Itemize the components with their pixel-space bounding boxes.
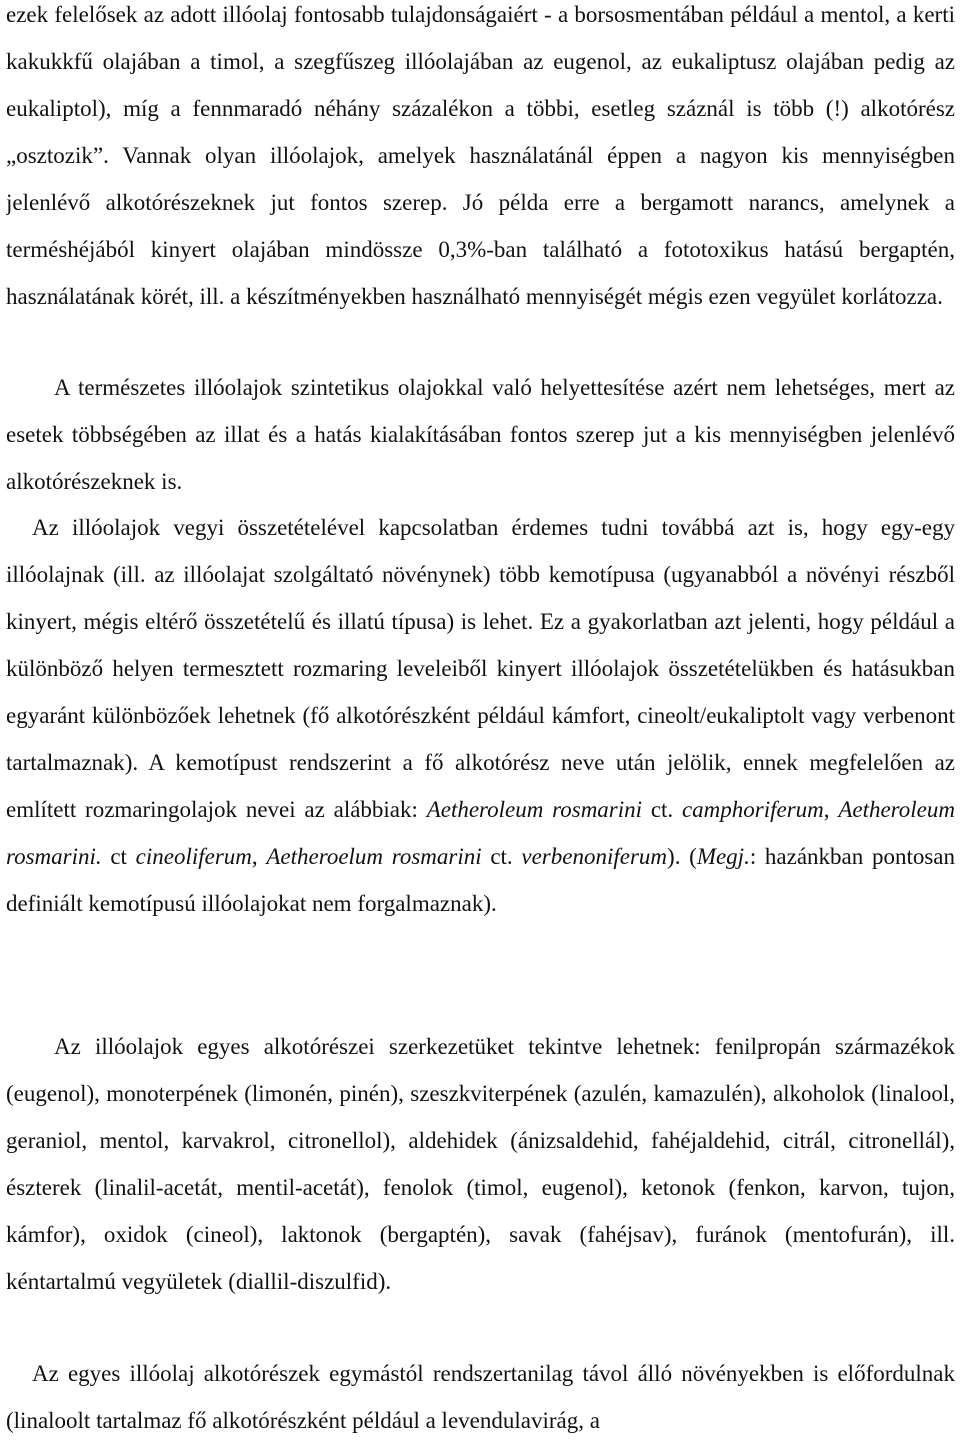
chemotype-name: camphoriferum <box>681 797 824 822</box>
paragraph-chemical-components <box>6 0 955 320</box>
document-page <box>6 0 955 1440</box>
paragraph-text: Az illóolajok vegyi összetételével kapcsolatban érdemes tudni továbbá azt is, hogy egy-egy illóolajnak (ill. az illóolajat szolgáltató növénynek) több kemotípusa (ugyanabból a növényi részből kinyert, mégis eltérő összetételű és illatú típusa) is lehet. Ez a gyakorlatban azt jelenti, hogy például a különböző helyen termesztett rozmaring leveleiből kinyert illóolajok összetételükben és hatásukban egyaránt különbözőek lehetnek (fő alkotórészként például kámfort, cineolt/eukaliptolt vagy verbenont tartalmaznak). A kemotípust rendszerint a fő alkotórész neve után jelölik, ennek megfelelően az említett rozmaringolajok nevei az alábbiak: <box>6 515 955 822</box>
paragraph-text: : hazánkban pontosan definiált kemotípusú illóolajokat nem forgalmaznak). <box>6 844 955 916</box>
latin-name: Aetheroleum rosmarini <box>426 797 643 822</box>
latin-name: Aetheroleum rosmarini. <box>6 797 955 869</box>
paragraph-text: Az egyes illóolaj alkotórészek egymástól rendszertanilag távol álló növényekben is előfordulnak (linaloolt tartalmaz fő alkotórészként például a levendulavirág, a <box>6 1361 955 1433</box>
chemotype-name: cineoliferum <box>135 844 252 869</box>
paragraph-text: ezek felelősek az adott illóolaj fontosabb tulajdonságaiért - a borsosmentában például a mentol, a kerti kakukkfű olajában a timol, a szegfűszeg illóolajában az eugenol, az eukaliptusz olajában pedig az eukaliptol), míg a fennmaradó néhány százalékon a többi, esetleg száznál is több (!) alkotórész „osztozik”. Vannak olyan illóolajok, amelyek használatánál éppen a nagyon kis mennyiségben jelenlévő alkotórészeknek jut fontos szerep. Jó példa erre a bergamott narancs, amelynek a terméshéjából kinyert olajában mindössze 0,3%-ban található a fototoxikus hatású bergaptén, használatának körét, ill. a készítményekben használható mennyiségét mégis ezen vegyület korlátozza. <box>6 2 955 309</box>
paragraph-text: A természetes illóolajok szintetikus olajokkal való helyettesítése azért nem lehetséges, mert az esetek többségében az illat és a hatás kialakításában fontos szerep jut a kis mennyiségben jelenlévő alkotórészeknek is. <box>6 375 955 494</box>
paragraph-text: , <box>823 797 839 822</box>
paragraph-text: ct <box>101 844 136 869</box>
chemotype-name: verbenoniferum <box>521 844 668 869</box>
paragraph-structural-classes <box>6 1023 955 1305</box>
paragraph-text: ct. <box>481 844 522 869</box>
paragraph-chemotypes <box>6 504 955 927</box>
paragraph-occurrence <box>6 1350 955 1440</box>
latin-name: Aetheroelum rosmarini <box>266 844 482 869</box>
paragraph-text: , <box>251 844 267 869</box>
paragraph-text: Az illóolajok egyes alkotórészei szerkezetüket tekintve lehetnek: fenilpropán származékok (eugenol), monoterpének (limonén, pinén), szeszkviterpének (azulén, kamazulén), alkoholok (linalool, geraniol, mentol, karvakrol, citronellol), aldehidek (ánizsaldehid, fahéjaldehid, citrál, citronellál), észterek (linalil-acetát, mentil-acetát), fenolok (timol, eugenol), ketonok (fenkon, karvon, tujon, kámfor), oxidok (cineol), laktonok (bergaptén), savak (fahéjsav), furánok (mentofurán), ill. kéntartalmú vegyületek (diallil-diszulfid). <box>6 1034 955 1294</box>
paragraph-text: ). ( <box>667 844 697 869</box>
paragraph-text: ct. <box>642 797 682 822</box>
paragraph-synthetic-substitution <box>6 364 955 505</box>
note-label: Megj. <box>696 844 750 869</box>
